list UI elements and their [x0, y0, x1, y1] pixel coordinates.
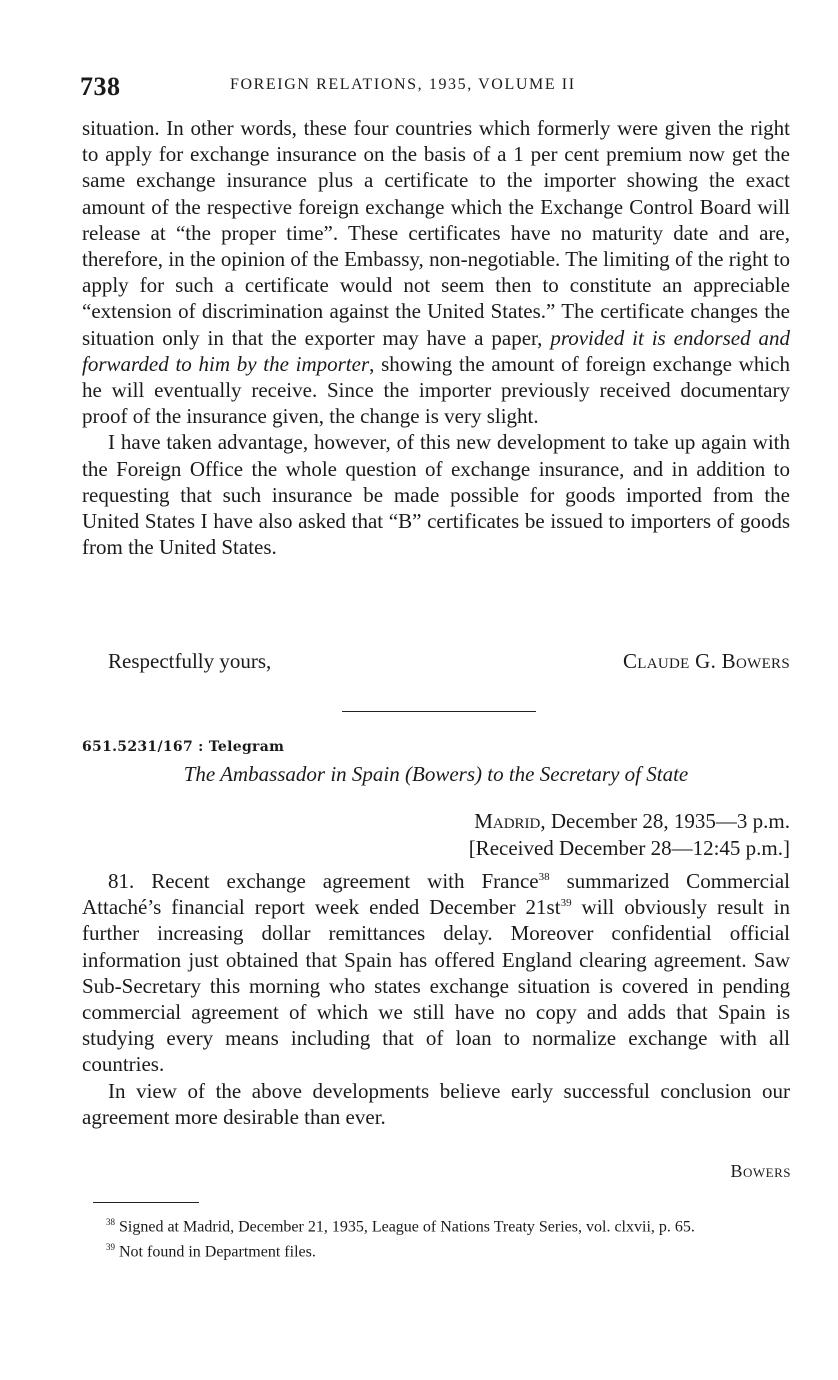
dateline-place: Madrid: [474, 809, 541, 833]
footnote-39: [82, 1237, 790, 1262]
footnote-38: [82, 1212, 790, 1237]
footnote-divider: [93, 1202, 199, 1203]
document-title: The Ambassador in Spain (Bowers) to the Secretary of State: [183, 762, 689, 786]
letter-paragraph-1: [82, 115, 790, 429]
dateline-date: , December 28, 1935—3 p.m.: [540, 809, 790, 833]
telegram-paragraph-1: [82, 868, 790, 1078]
footnotes: [82, 1212, 790, 1263]
letter-signature: Claude G. Bowers: [622, 649, 790, 673]
footnote-mark: 39: [106, 1242, 115, 1253]
received-date: [Received December 28—12:45 p.m.]: [468, 836, 790, 860]
telegram-paragraph-2: In view of the above developments believe early successful conclusion our agreement more desirable than ever.: [82, 1078, 790, 1129]
running-head: [80, 72, 790, 106]
footnote-mark: 38: [106, 1217, 115, 1227]
paragraph-text: 81. Recent exchange agreement with France: [108, 869, 539, 893]
letter-closing: [82, 649, 790, 679]
header-title: FOREIGN RELATIONS, 1935, VOLUME II: [230, 76, 576, 93]
page-number: 738: [80, 72, 121, 101]
italic-phrase: provided it is endorsed and forwarded to him by the importer: [82, 325, 790, 376]
footnote-ref-38[interactable]: 38: [538, 871, 550, 883]
closing-salutation: Respectfully yours,: [108, 649, 272, 673]
sent-date: [469, 808, 790, 835]
file-reference: 651.5231/167 : Telegram: [82, 739, 285, 755]
paragraph-text: summarized Commercial Attaché’s financial report week ended December 21st: [82, 869, 790, 920]
footnote-text: Signed at Madrid, December 21, 1935, League of Nations Treaty Series, vol. clxvii, p. 65.: [119, 1218, 695, 1236]
telegram-body: [82, 868, 790, 1130]
paragraph-text: will obviously result in further increasing dollar remittances delay. Moreover confidential official information just obtained that Spain has offered England clearing agreement. Saw Sub-Secretary this morning who states exchange situation is covered in pending commercial agreement of which we still have no copy and adds that Spain is studying every means including that of loan to normalize exchange with all countries.: [82, 895, 791, 1077]
letter-paragraph-2: I have taken advantage, however, of this new development to take up again with the Foreign Office the whole question of exchange insurance, and in addition to requesting that such insurance be made possible for goods imported from the United States I have also asked that “B” certificates be issued to importers of goods from the United States.: [82, 430, 790, 560]
letter-body: [82, 115, 790, 560]
footnote-text: Not found in Department files.: [119, 1243, 316, 1261]
paragraph-text: situation. In other words, these four countries which formerly were given the right to apply for exchange insurance on the basis of a 1 per cent premium now get the same exchange insurance plus a certificate to the importer showing the exact amount of the respective foreign exchange which the Exchange Control Board will release at “the proper time”. These certificates have no maturity date and are, therefore, in the opinion of the Embassy, non-negotiable. The limiting of the right to apply for such a certificate would not seem then to constitute an appreciable “extension of discrimination against the United States.” The certificate changes the situation only in that the exporter may have a paper,: [82, 116, 790, 350]
paragraph-text: , showing the amount of foreign exchange which he will eventually receive. Since the importer previously received documentary proof of the insurance given, the change is very slight.: [82, 351, 790, 429]
telegram-signature: Bowers: [730, 1161, 791, 1181]
footnote-ref-39[interactable]: 39: [560, 897, 572, 910]
section-divider: [342, 711, 536, 712]
dateline: [469, 808, 790, 862]
